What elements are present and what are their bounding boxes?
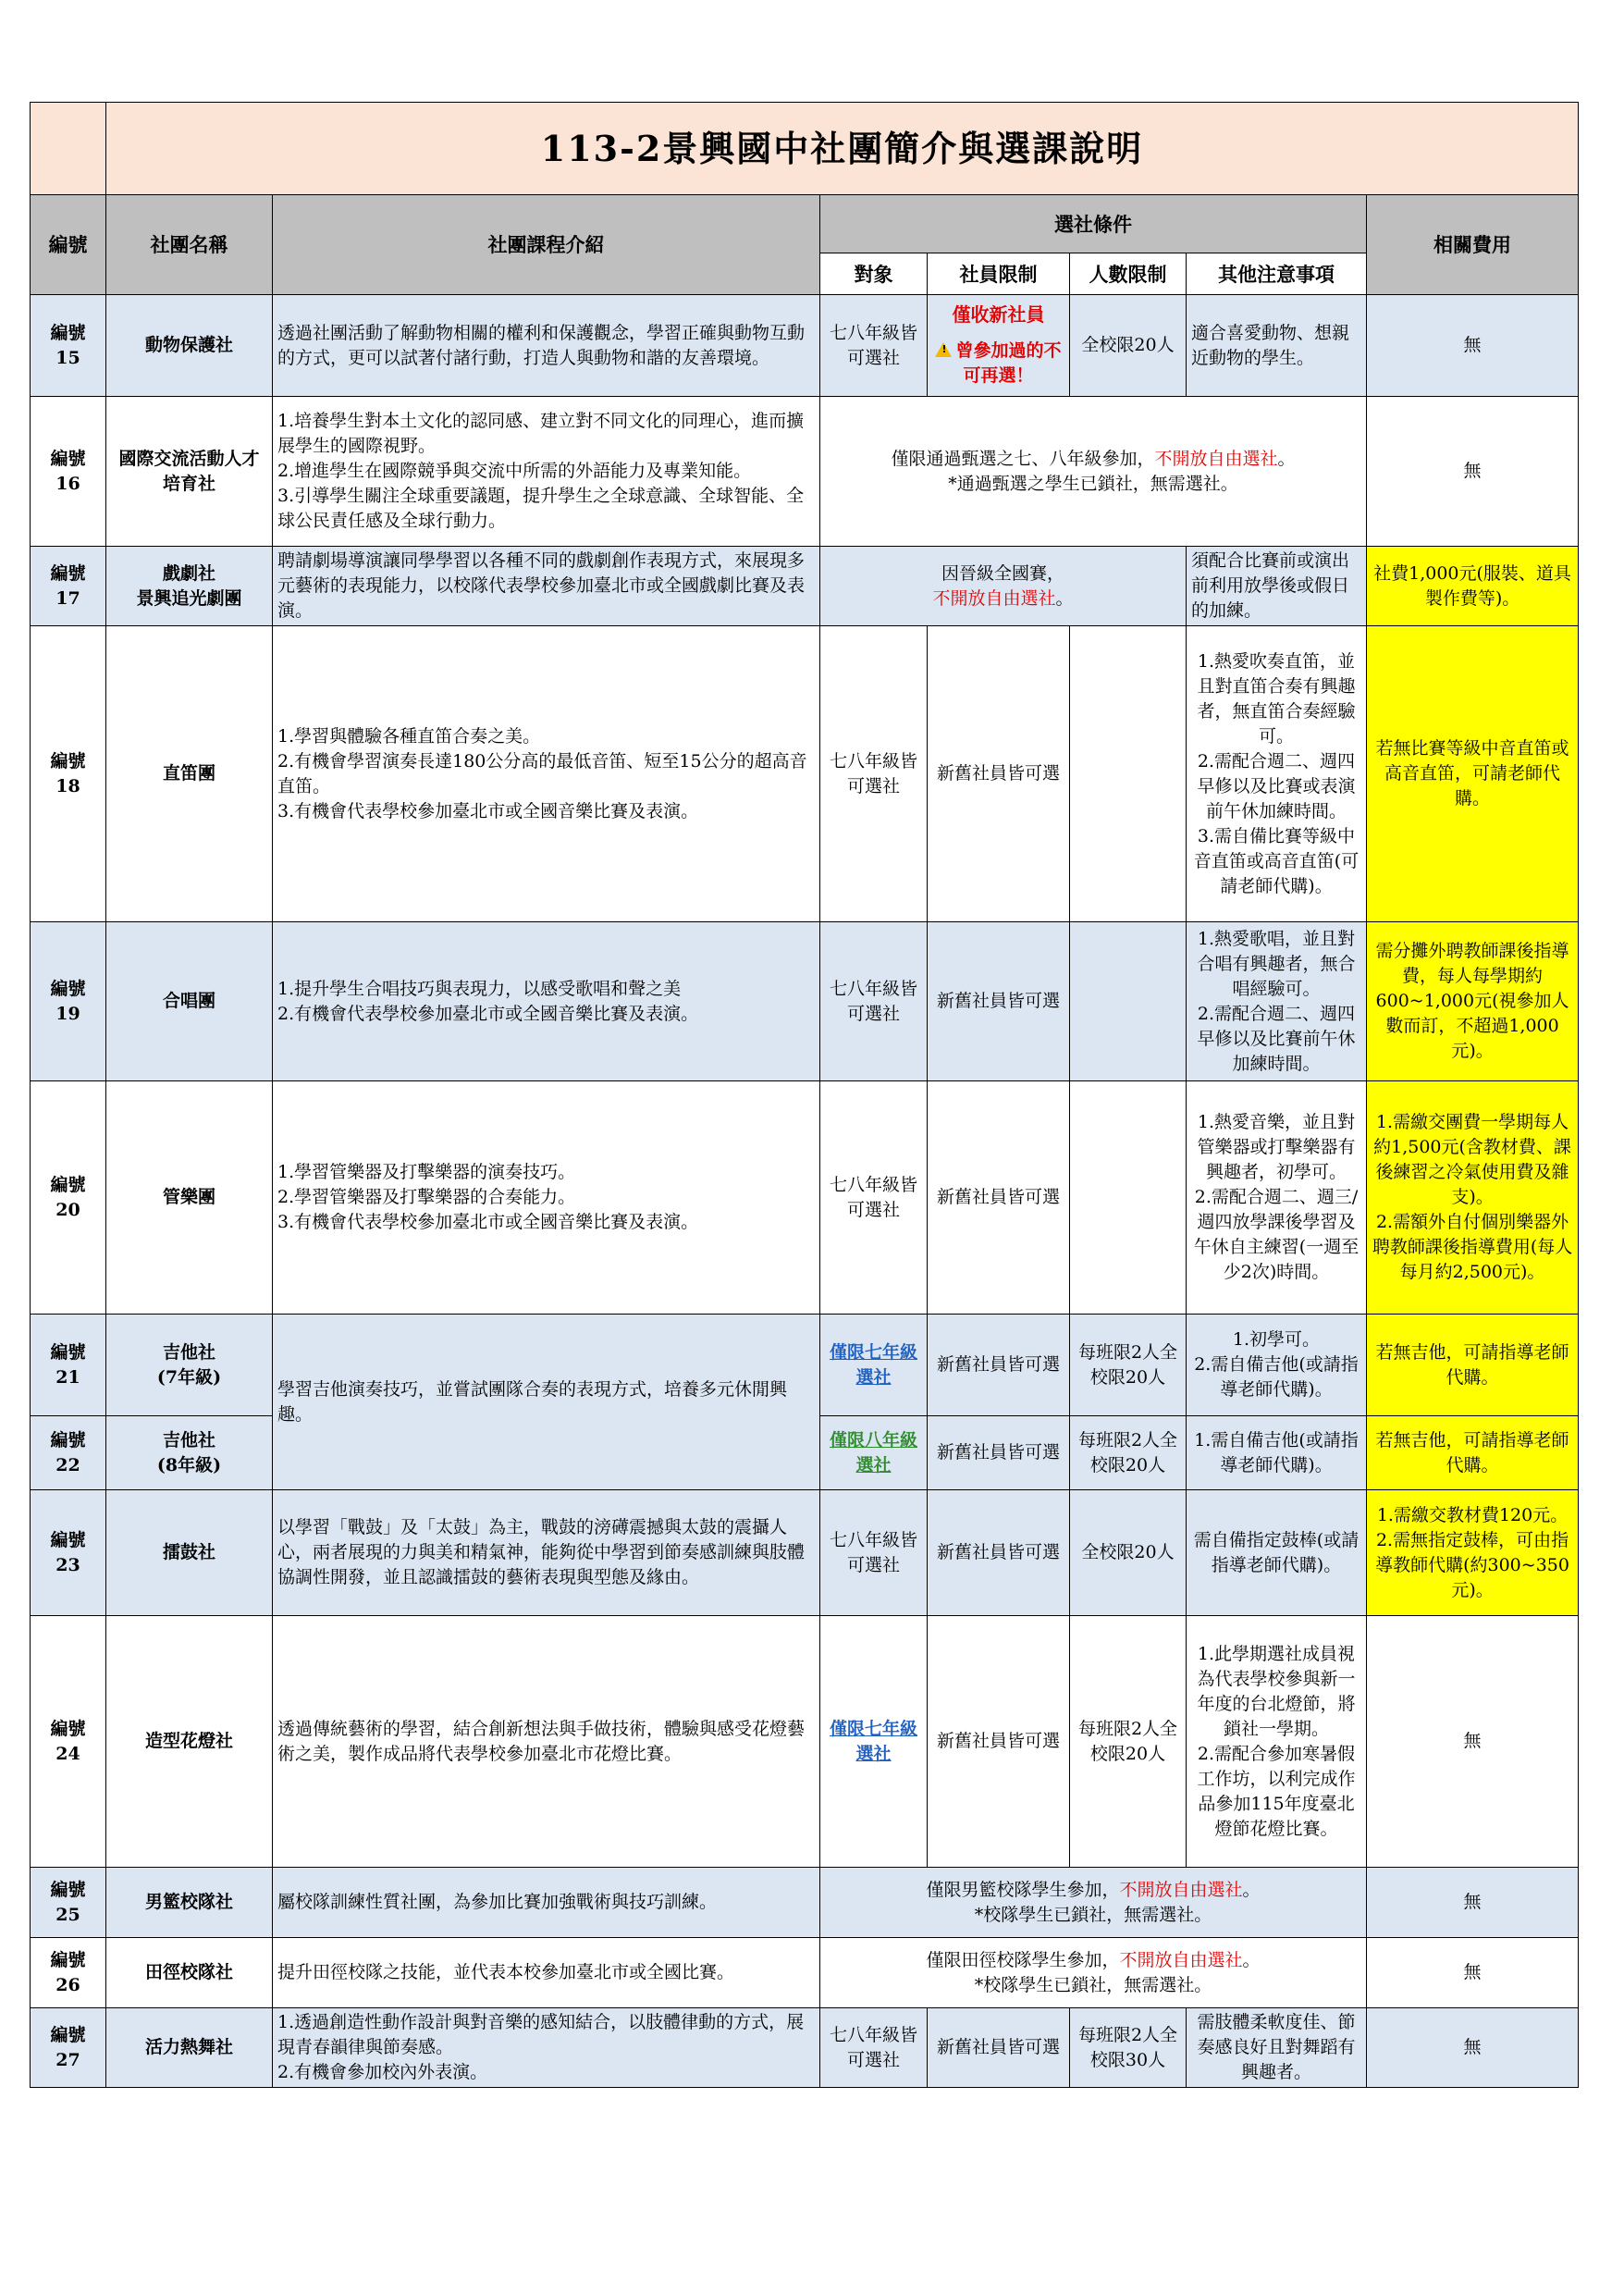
club-name: 國際交流活動人才培育社 (106, 397, 273, 547)
club-number: 編號 25 (31, 1868, 106, 1938)
club-number: 編號 26 (31, 1938, 106, 2008)
club-fees: 無 (1367, 2008, 1579, 2088)
club-intro: 學習吉他演奏技巧，並嘗試團隊合奏的表現方式，培養多元休閒興趣。 (273, 1315, 820, 1490)
club-notes: 1.初學可。 2.需自備吉他(或請指導老師代購)。 (1187, 1315, 1367, 1416)
club-headcount: 每班限2人全校限30人 (1070, 2008, 1187, 2088)
page-title: 113-2景興國中社團簡介與選課說明 (106, 103, 1579, 195)
club-target: 七八年級皆可選社 (820, 1081, 928, 1315)
header-number: 編號 (31, 195, 106, 295)
club-target: 七八年級皆可選社 (820, 1490, 928, 1616)
club-conditions: 因晉級全國賽， 不開放自由選社。 (820, 547, 1187, 626)
club-number: 編號 16 (31, 397, 106, 547)
club-row-15 (31, 295, 1579, 397)
club-member-limit: 新舊社員皆可選 (928, 1490, 1070, 1616)
club-name: 動物保護社 (106, 295, 273, 397)
club-fees: 1.需繳交團費一學期每人約1,500元(含教材費、課後練習之冷氣使用費及雜支)。 2.需額外自付個別樂器外聘教師課後指導費用(每人每月約2,500元)。 (1367, 1081, 1579, 1315)
club-fees: 需分攤外聘教師課後指導費，每人每學期約600~1,000元(視參加人數而訂，不超過1,000元)。 (1367, 922, 1579, 1081)
club-number: 編號 20 (31, 1081, 106, 1315)
club-row-24 (31, 1616, 1579, 1868)
club-target: 僅限七年級選社 (820, 1315, 928, 1416)
club-name: 吉他社 (8年級) (106, 1416, 273, 1490)
club-intro: 聘請劇場導演讓同學學習以各種不同的戲劇創作表現方式，來展現多元藝術的表現能力，以校隊代表學校參加臺北市或全國戲劇比賽及表演。 (273, 547, 820, 626)
header-fees: 相關費用 (1367, 195, 1579, 295)
club-target: 七八年級皆可選社 (820, 922, 928, 1081)
club-fees: 社費1,000元(服裝、道具製作費等)。 (1367, 547, 1579, 626)
club-notes: 需肢體柔軟度佳、節奏感良好且對舞蹈有興趣者。 (1187, 2008, 1367, 2088)
club-member-limit: 僅收新社員 !曾參加過的不可再選！ (928, 295, 1070, 397)
title-row (31, 103, 1579, 195)
club-intro: 透過傳統藝術的學習，結合創新想法與手做技術，體驗與感受花燈藝術之美，製作成品將代表學校參加臺北市花燈比賽。 (273, 1616, 820, 1868)
club-name: 男籃校隊社 (106, 1868, 273, 1938)
club-member-limit: 新舊社員皆可選 (928, 626, 1070, 922)
club-intro: 屬校隊訓練性質社團，為參加比賽加強戰術與技巧訓練。 (273, 1868, 820, 1938)
club-notes: 1.此學期選社成員視為代表學校參與新一年度的台北燈節，將鎖社一學期。 2.需配合參加寒暑假工作坊，以利完成作品參加115年度臺北燈節花燈比賽。 (1187, 1616, 1367, 1868)
header-conditions: 選社條件 (820, 195, 1367, 253)
club-name: 管樂團 (106, 1081, 273, 1315)
club-fees: 若無吉他，可請指導老師代購。 (1367, 1315, 1579, 1416)
club-headcount (1070, 626, 1187, 922)
club-row-16 (31, 397, 1579, 547)
club-member-limit: 新舊社員皆可選 (928, 1315, 1070, 1416)
club-target: 僅限八年級選社 (820, 1416, 928, 1490)
club-notes: 需自備指定鼓棒(或請指導老師代購)。 (1187, 1490, 1367, 1616)
club-headcount: 全校限20人 (1070, 1490, 1187, 1616)
club-member-limit: 新舊社員皆可選 (928, 1416, 1070, 1490)
club-name: 吉他社 (7年級) (106, 1315, 273, 1416)
warning-icon (935, 342, 952, 357)
club-member-limit: 新舊社員皆可選 (928, 1616, 1070, 1868)
club-row-19 (31, 922, 1579, 1081)
club-fees: 1.需繳交教材費120元。 2.需無指定鼓棒，可由指導教師代購(約300~350元)。 (1367, 1490, 1579, 1616)
header-club-name: 社團名稱 (106, 195, 273, 295)
club-name: 戲劇社 景興追光劇團 (106, 547, 273, 626)
club-target: 七八年級皆可選社 (820, 2008, 928, 2088)
club-headcount: 每班限2人全校限20人 (1070, 1616, 1187, 1868)
club-name: 造型花燈社 (106, 1616, 273, 1868)
club-intro: 提升田徑校隊之技能，並代表本校參加臺北市或全國比賽。 (273, 1938, 820, 2008)
club-number: 編號 23 (31, 1490, 106, 1616)
club-notes: 1.熱愛歌唱，並且對合唱有興趣者，無合唱經驗可。 2.需配合週二、週四早修以及比賽前午休加練時間。 (1187, 922, 1367, 1081)
club-intro: 1.培養學生對本土文化的認同感、建立對不同文化的同理心，進而擴展學生的國際視野。 2.增進學生在國際競爭與交流中所需的外語能力及專業知能。 3.引導學生關注全球重要議題，提升學生之全球意識、全球智能、全球公民責任感及全球行動力。 (273, 397, 820, 547)
club-row-20 (31, 1081, 1579, 1315)
title-blank-cell (31, 103, 106, 195)
club-name: 合唱團 (106, 922, 273, 1081)
club-target: 僅限七年級選社 (820, 1616, 928, 1868)
club-headcount: 全校限20人 (1070, 295, 1187, 397)
club-number: 編號 15 (31, 295, 106, 397)
club-number: 編號 21 (31, 1315, 106, 1416)
club-fees: 無 (1367, 1938, 1579, 2008)
club-notes: 1.需自備吉他(或請指導老師代購)。 (1187, 1416, 1367, 1490)
club-notes: 1.熱愛音樂，並且對管樂器或打擊樂器有興趣者，初學可。 2.需配合週二、週三/週四放學課後學習及午休自主練習(一週至少2次)時間。 (1187, 1081, 1367, 1315)
header-row-1 (31, 195, 1579, 253)
club-number: 編號 24 (31, 1616, 106, 1868)
club-member-limit: 新舊社員皆可選 (928, 2008, 1070, 2088)
club-notes: 須配合比賽前或演出前利用放學後或假日的加練。 (1187, 547, 1367, 626)
club-row-17 (31, 547, 1579, 626)
club-row-23 (31, 1490, 1579, 1616)
club-fees: 無 (1367, 1868, 1579, 1938)
club-member-limit: 新舊社員皆可選 (928, 1081, 1070, 1315)
club-intro: 1.學習管樂器及打擊樂器的演奏技巧。 2.學習管樂器及打擊樂器的合奏能力。 3.有機會代表學校參加臺北市或全國音樂比賽及表演。 (273, 1081, 820, 1315)
club-conditions: 僅限田徑校隊學生參加，不開放自由選社。 *校隊學生已鎖社，無需選社。 (820, 1938, 1367, 2008)
club-intro: 1.提升學生合唱技巧與表現力，以感受歌唱和聲之美 2.有機會代表學校參加臺北市或全國音樂比賽及表演。 (273, 922, 820, 1081)
club-conditions: 僅限男籃校隊學生參加，不開放自由選社。 *校隊學生已鎖社，無需選社。 (820, 1868, 1367, 1938)
club-number: 編號 18 (31, 626, 106, 922)
club-row-18 (31, 626, 1579, 922)
club-row-26 (31, 1938, 1579, 2008)
club-number: 編號 17 (31, 547, 106, 626)
club-fees: 無 (1367, 295, 1579, 397)
club-row-25 (31, 1868, 1579, 1938)
club-headcount: 每班限2人全校限20人 (1070, 1315, 1187, 1416)
club-target: 七八年級皆可選社 (820, 295, 928, 397)
club-member-limit: 新舊社員皆可選 (928, 922, 1070, 1081)
clubs-table (30, 102, 1579, 2088)
club-fees: 若無吉他，可請指導老師代購。 (1367, 1416, 1579, 1490)
club-row-27 (31, 2008, 1579, 2088)
club-name: 田徑校隊社 (106, 1938, 273, 2008)
club-name: 擂鼓社 (106, 1490, 273, 1616)
club-headcount: 每班限2人全校限20人 (1070, 1416, 1187, 1490)
header-intro: 社團課程介紹 (273, 195, 820, 295)
club-intro: 1.透過創造性動作設計與對音樂的感知結合，以肢體律動的方式，展現青春韻律與節奏感。 2.有機會參加校內外表演。 (273, 2008, 820, 2088)
club-name: 直笛團 (106, 626, 273, 922)
club-number: 編號 27 (31, 2008, 106, 2088)
club-fees: 若無比賽等級中音直笛或高音直笛，可請老師代購。 (1367, 626, 1579, 922)
club-headcount (1070, 922, 1187, 1081)
club-fees: 無 (1367, 397, 1579, 547)
header-target: 對象 (820, 253, 928, 295)
club-notes: 適合喜愛動物、想親近動物的學生。 (1187, 295, 1367, 397)
club-fees: 無 (1367, 1616, 1579, 1868)
club-intro: 以學習「戰鼓」及「太鼓」為主，戰鼓的滂礡震撼與太鼓的震攝人心，兩者展現的力與美和精氣神，能夠從中學習到節奏感訓練與肢體協調性開發，並且認識擂鼓的藝術表現與型態及緣由。 (273, 1490, 820, 1616)
club-number: 編號 19 (31, 922, 106, 1081)
club-notes: 1.熱愛吹奏直笛，並且對直笛合奏有興趣者，無直笛合奏經驗可。 2.需配合週二、週四早修以及比賽或表演前午休加練時間。 3.需自備比賽等級中音直笛或高音直笛(可請老師代購)。 (1187, 626, 1367, 922)
header-member-limit: 社員限制 (928, 253, 1070, 295)
header-other-notes: 其他注意事項 (1187, 253, 1367, 295)
header-headcount: 人數限制 (1070, 253, 1187, 295)
club-row-21 (31, 1315, 1579, 1416)
club-conditions: 僅限通過甄選之七、八年級參加，不開放自由選社。 *通過甄選之學生已鎖社，無需選社。 (820, 397, 1367, 547)
club-headcount (1070, 1081, 1187, 1315)
club-intro: 透過社團活動了解動物相關的權利和保護觀念，學習正確與動物互動的方式，更可以試著付諸行動，打造人與動物和諧的友善環境。 (273, 295, 820, 397)
club-intro: 1.學習與體驗各種直笛合奏之美。 2.有機會學習演奏長達180公分高的最低音笛、短至15公分的超高音直笛。 3.有機會代表學校參加臺北市或全國音樂比賽及表演。 (273, 626, 820, 922)
club-target: 七八年級皆可選社 (820, 626, 928, 922)
club-number: 編號 22 (31, 1416, 106, 1490)
club-name: 活力熱舞社 (106, 2008, 273, 2088)
